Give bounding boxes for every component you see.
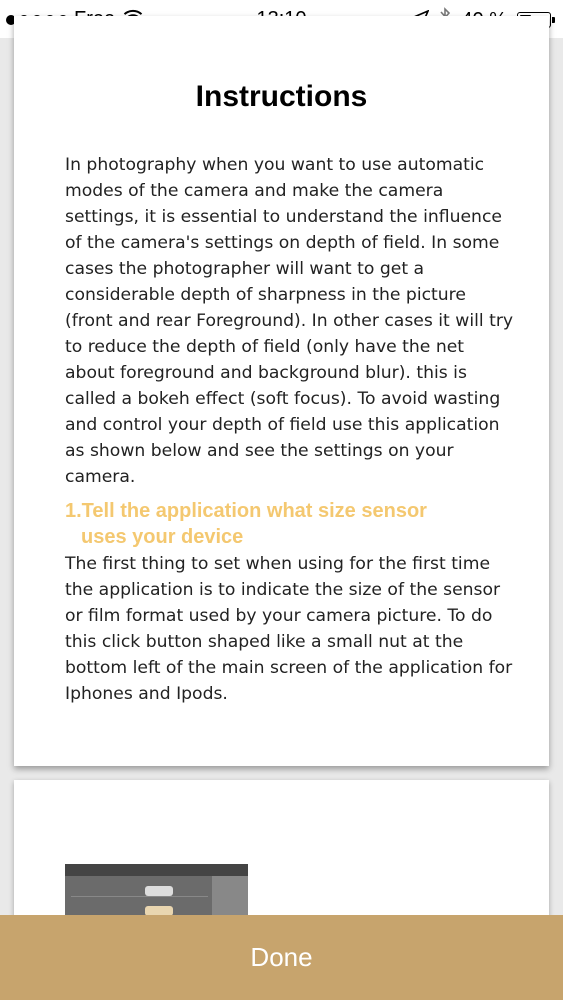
instructions-page [14,16,549,766]
step1-paragraph: The first thing to set when using for the first time the application is to indicate the size of the sensor or film format used by your camera picture. To do this click button shaped like a small nut at the bottom left of the main screen of the application for Iphones and Ipods. [65,554,513,704]
page-title: Instructions [195,80,368,113]
intro-paragraph: In photography when you want to use automatic modes of the camera and make the camera settings, it is essential to understand the influence of the camera's settings on depth of field. In some cases the photographer will want to get a considerable depth of sharpness in the picture (front and rear Foreground). In other cases it will try to reduce the depth of field (only have the net about foreground and background blur). this is called a bokeh effect (soft focus). To avoid wasting and control your depth of field use this application as shown below and see the settings on your camera. [65,155,514,487]
step1-heading [65,498,505,550]
step1-heading-line1: 1.Tell the application what size sensor [65,500,427,522]
done-button[interactable]: Done [0,915,563,1000]
step1-heading-line2: uses your device [81,526,244,548]
